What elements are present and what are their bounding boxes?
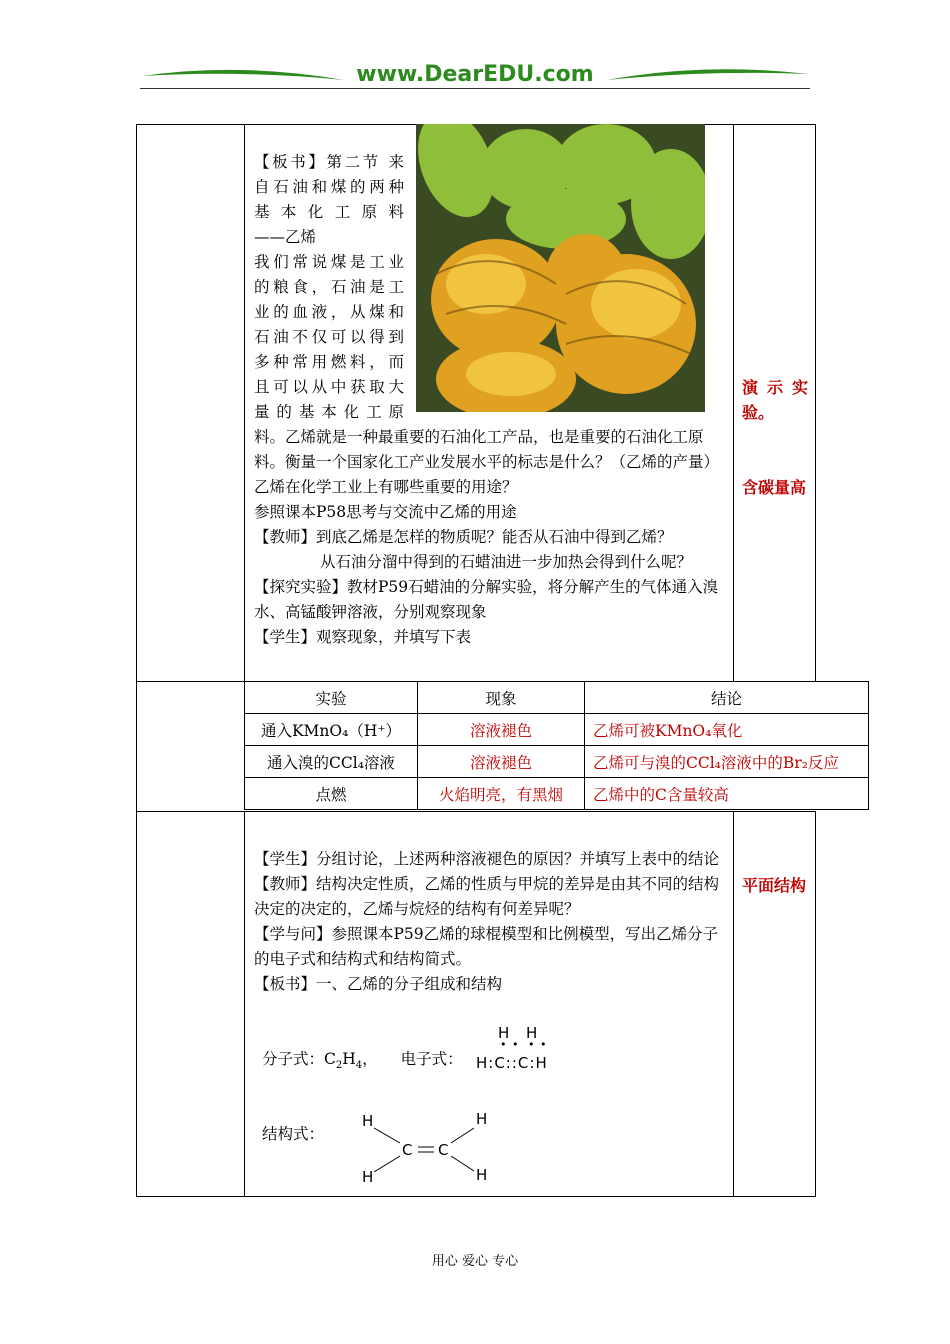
paragraph: 【探究实验】教材P59石蜡油的分解实验，将分解产生的气体通入溴水、高锰酸钾溶液，分别观察现象 — [254, 578, 719, 621]
site-logo-text[interactable]: www.DearEDU.com — [356, 62, 594, 87]
side-note-carbon: 含碳量高 — [742, 478, 807, 497]
frame-divider — [733, 124, 734, 682]
svg-text:H: H — [476, 1110, 488, 1128]
page-header — [140, 58, 810, 94]
paragraph: 料。乙烯就是一种最重要的石油化工产品，也是重要的石油化工原料。衡量一个国家化工产业发展水平的标志是什么？（乙烯的产量）乙烯在化学工业上有哪些重要的用途？ — [254, 428, 720, 496]
table-cell: 点燃 — [245, 778, 418, 810]
text-line: 石油不仅可以得到 — [254, 328, 404, 346]
results-table — [244, 681, 869, 810]
text-line: 自石油和煤的两种 — [254, 178, 404, 196]
paragraph: 参照课本P58思考与交流中乙烯的用途 — [254, 503, 517, 521]
header-rule — [140, 88, 810, 89]
structural-formula — [356, 1106, 506, 1186]
text-line: 我们常说煤是工业 — [254, 253, 404, 271]
text-line: 基本化工原料 — [254, 203, 404, 221]
frame-divider — [244, 124, 245, 682]
svg-text:C: C — [402, 1141, 413, 1159]
table-header-cell: 实验 — [245, 682, 418, 714]
lower-wide-text — [254, 847, 730, 997]
table-cell: 溶液褪色 — [418, 714, 585, 746]
table-cell: 乙烯可与溴的CCl₄溶液中的Br₂反应 — [585, 746, 869, 778]
paragraph: 【板书】一、乙烯的分子组成和结构 — [254, 975, 503, 993]
intro-narrow-text — [254, 150, 404, 425]
left-swoosh-icon — [140, 64, 345, 86]
table-cell: 乙烯中的C含量较高 — [585, 778, 869, 810]
frame-divider — [733, 811, 734, 1197]
page-footer: 用心 爱心 专心 — [431, 1254, 519, 1269]
frame-divider — [136, 682, 137, 811]
molecular-formula: $C_2H_4$， — [324, 1050, 378, 1072]
structure-label: 结构式： — [262, 1125, 325, 1143]
electron-label: 电子式： — [400, 1050, 463, 1068]
text-line: 业的血液，从煤和 — [254, 303, 404, 321]
formula-row — [262, 1047, 463, 1078]
svg-text:H: H — [362, 1112, 374, 1130]
paragraph: 【学生】观察现象，并填写下表 — [254, 628, 472, 646]
text-line: 多种常用燃料，而 — [254, 353, 404, 371]
paragraph: 从石油分溜中得到的石蜡油进一步加热会得到什么呢？ — [320, 553, 693, 571]
table-cell: 通入KMnO₄（H⁺） — [245, 714, 418, 746]
right-swoosh-icon — [605, 64, 810, 86]
table-row — [245, 746, 869, 778]
table-row — [245, 778, 869, 810]
table-header-row — [245, 682, 869, 714]
text-line: 的粮食，石油是工 — [254, 278, 404, 296]
side-note-planar: 平面结构 — [742, 876, 807, 895]
paragraph: 【教师】结构决定性质，乙烯的性质与甲烷的差异是由其不同的结构决定的决定的，乙烯与烷烃的结构有何差异呢？ — [254, 875, 720, 918]
text-line: 【板书】第二节 来 — [254, 153, 404, 171]
paragraph: 【学与问】参照课本P59乙烯的球棍模型和比例模型，写出乙烯分子的电子式和结构式和结构简式。 — [254, 925, 719, 968]
electron-dot-formula: H H • • • • H:C::C:H — [476, 1024, 548, 1072]
svg-text:H: H — [476, 1166, 488, 1184]
table-cell: 溶液褪色 — [418, 746, 585, 778]
table-header-cell: 现象 — [418, 682, 585, 714]
banana-photo — [416, 124, 705, 412]
svg-text:H: H — [362, 1168, 374, 1186]
side-note-demo: 演示实验。 — [742, 378, 808, 422]
table-cell: 通入溴的CCl₄溶液 — [245, 746, 418, 778]
text-line: 量的基本化工原 — [254, 403, 404, 421]
paragraph: 【学生】分组讨论，上述两种溶液褪色的原因？并填写上表中的结论 — [254, 850, 720, 868]
formula-label: 分子式： — [262, 1050, 325, 1068]
table-cell: 乙烯可被KMnO₄氧化 — [585, 714, 869, 746]
svg-text:C: C — [438, 1141, 449, 1159]
frame-divider — [244, 811, 245, 1197]
text-line: 且可以从中获取大 — [254, 378, 404, 396]
table-cell: 火焰明亮，有黑烟 — [418, 778, 585, 810]
upper-wide-text — [254, 425, 730, 650]
text-line: ——乙烯 — [254, 228, 317, 246]
paragraph: 【教师】到底乙烯是怎样的物质呢？能否从石油中得到乙烯？ — [254, 528, 673, 546]
table-header-cell: 结论 — [585, 682, 869, 714]
table-row — [245, 714, 869, 746]
